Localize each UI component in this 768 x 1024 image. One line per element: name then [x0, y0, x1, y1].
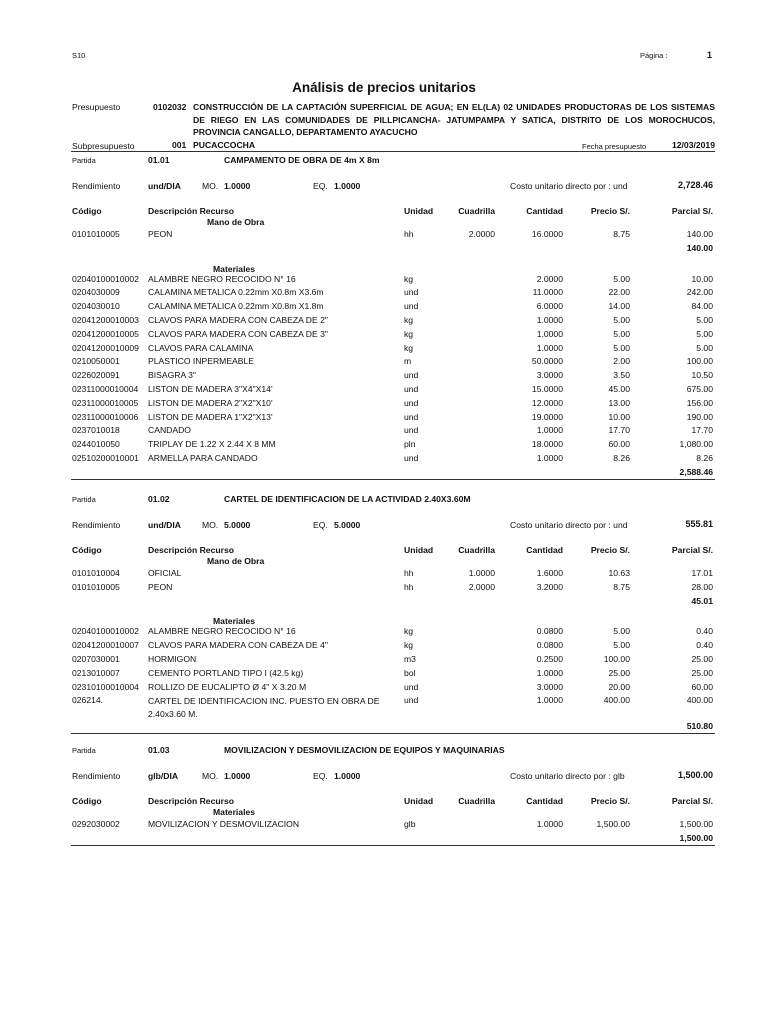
resource-unit: kg	[404, 342, 414, 353]
resource-quantity: 12.0000	[531, 397, 563, 408]
resource-price: 5.00	[613, 315, 630, 325]
resource-code: 0204030009	[72, 287, 120, 298]
column-header-descripcion: Descripción Recurso	[148, 206, 234, 216]
resource-quantity: 19.0000	[531, 411, 563, 422]
resource-unit: und	[404, 425, 419, 436]
resource-quantity: 1.6000	[536, 568, 563, 578]
mo-label: MO.	[202, 181, 219, 191]
resource-description: LISTON DE MADERA 1"X2"X13'	[148, 411, 273, 422]
costo-value: 555.81	[685, 519, 713, 529]
column-header-parcial: Parcial S/.	[671, 796, 713, 806]
resource-price: 8.26	[613, 453, 630, 463]
column-header-unidad: Unidad	[404, 545, 434, 555]
resource-quantity: 1.0000	[536, 453, 563, 463]
resource-description: PLASTICO INPERMEABLE	[148, 356, 255, 367]
column-header-cuadrilla: Cuadrilla	[458, 206, 495, 216]
fecha-label: Fecha presupuesto	[582, 142, 647, 151]
resource-partial: 156.00	[686, 397, 713, 408]
partida-title: CAMPAMENTO DE OBRA DE 4m X 8m	[224, 155, 380, 165]
resource-description: PEON	[148, 229, 173, 239]
resource-unit: und	[404, 453, 419, 463]
partida-title: CARTEL DE IDENTIFICACION DE LA ACTIVIDAD 2.40X3.60M	[224, 494, 471, 504]
resource-code: 0101010005	[72, 229, 120, 239]
resource-code: 0207030001	[72, 654, 120, 664]
mo-label: MO.	[202, 771, 219, 781]
resource-code: 0226020091	[72, 370, 120, 381]
resource-price: 1,500.00	[596, 819, 630, 829]
materiales-subtotal: 2,588.46	[679, 466, 713, 477]
resource-price: 5.00	[613, 640, 630, 651]
section-mano-de-obra: Mano de Obra	[207, 217, 265, 227]
mo-label: MO.	[202, 520, 219, 530]
partida-label: Partida	[72, 156, 96, 165]
resource-price: 2.00	[613, 356, 630, 367]
resource-quantity: 1.0000	[536, 425, 563, 436]
resource-partial: 5.00	[696, 342, 713, 353]
materiales-subtotal: 510.80	[686, 721, 713, 732]
column-header-cantidad: Cantidad	[526, 545, 563, 555]
resource-unit: bol	[404, 667, 416, 678]
resource-code: 0210050001	[72, 356, 120, 367]
resource-quantity: 1.0000	[536, 315, 563, 325]
mo-value: 5.0000	[224, 520, 251, 530]
resource-partial: 8.26	[696, 453, 713, 463]
resource-description: ALAMBRE NEGRO RECOCIDO N° 16	[148, 273, 296, 284]
resource-description: LISTON DE MADERA 2"X2"X10'	[148, 397, 273, 408]
resource-price: 14.00	[608, 301, 630, 312]
rendimiento-unit: und/DIA	[148, 520, 181, 530]
column-header-unidad: Unidad	[404, 796, 434, 806]
resource-code: 02041200010009	[72, 342, 139, 353]
resource-quantity: 1.0000	[536, 328, 563, 339]
resource-partial: 140.00	[686, 229, 713, 239]
fecha-value: 12/03/2019	[671, 140, 715, 150]
resource-unit: und	[404, 384, 419, 394]
resource-partial: 0.40	[696, 626, 713, 637]
column-header-parcial: Parcial S/.	[671, 206, 713, 216]
resource-price: 10.63	[608, 568, 630, 578]
resource-code: 02041200010005	[72, 328, 139, 339]
resource-price: 45.00	[608, 384, 630, 394]
subpresupuesto-name: PUCACCOCHA	[193, 140, 256, 150]
eq-label: EQ.	[313, 520, 328, 530]
resource-description: PEON	[148, 581, 173, 592]
resource-code: 0237010018	[72, 425, 120, 436]
eq-label: EQ.	[313, 771, 328, 781]
resource-unit: und	[404, 695, 419, 706]
resource-quantity: 18.0000	[531, 439, 563, 450]
resource-code: 02311000010005	[72, 397, 139, 408]
resource-description: CLAVOS PARA MADERA CON CABEZA DE 4"	[148, 640, 328, 651]
resource-quantity: 50.0000	[531, 356, 563, 367]
resource-partial: 400.00	[686, 695, 713, 706]
resource-description: ROLLIZO DE EUCALIPTO Ø 4" X 3.20 M	[148, 681, 307, 692]
costo-value: 2,728.46	[677, 180, 713, 190]
eq-label: EQ.	[313, 181, 328, 191]
eq-value: 1.0000	[334, 771, 361, 781]
resource-description: ARMELLA PARA CANDADO	[148, 453, 258, 463]
column-header-unidad: Unidad	[404, 206, 434, 216]
resource-description: HORMIGON	[148, 654, 197, 664]
costo-label: Costo unitario directo por : und	[510, 181, 628, 191]
resource-description: CLAVOS PARA MADERA CON CABEZA DE 3"	[148, 328, 328, 339]
mano-obra-subtotal: 140.00	[686, 242, 713, 253]
partida-title: MOVILIZACION Y DESMOVILIZACION DE EQUIPOS Y MAQUINARIAS	[224, 745, 505, 755]
resource-cuadrilla: 2.0000	[468, 229, 495, 239]
resource-price: 3.50	[613, 370, 630, 381]
resource-unit: kg	[404, 328, 414, 339]
resource-description: LISTON DE MADERA 3"X4"X14'	[148, 384, 273, 394]
resource-quantity: 6.0000	[536, 301, 563, 312]
resource-price: 400.00	[603, 695, 630, 706]
resource-partial: 28.00	[691, 581, 713, 592]
resource-unit: kg	[404, 626, 414, 637]
page-number: 1	[706, 50, 712, 60]
costo-value: 1,500.00	[677, 770, 713, 780]
resource-quantity: 2.0000	[536, 273, 563, 284]
resource-code: 0101010004	[72, 568, 120, 578]
column-header-precio: Precio S/.	[590, 545, 630, 555]
resource-quantity: 1.0000	[536, 342, 563, 353]
resource-partial: 60.00	[691, 681, 713, 692]
resource-description: OFICIAL	[148, 568, 182, 578]
column-header-codigo: Código	[72, 796, 102, 806]
resource-cuadrilla: 2.0000	[468, 581, 495, 592]
resource-description: CLAVOS PARA MADERA CON CABEZA DE 2"	[148, 315, 328, 325]
resource-code: 02041200010003	[72, 315, 139, 325]
resource-quantity: 15.0000	[531, 384, 563, 394]
presupuesto-description: CONSTRUCCIÓN DE LA CAPTACIÓN SUPERFICIAL DE AGUA; EN EL(LA) 02 UNIDADES PRODUCTORAS DE LOS SISTEMAS DE RIEGO EN LAS COMUNIDADES DE PILLPICANCHA- JATUMPAMPA Y SATICA, DISTRITO DE LOS MOROCHUCOS, PROVINCIA CANGALLO, DEPARTAMENTO AYACUCHO	[193, 102, 715, 137]
costo-label: Costo unitario directo por : und	[510, 520, 628, 530]
resource-description: BISAGRA 3"	[148, 370, 196, 381]
section-mano-de-obra: Mano de Obra	[207, 556, 265, 566]
column-header-cantidad: Cantidad	[526, 206, 563, 216]
resource-code: 0101010005	[72, 581, 120, 592]
presupuesto-label: Presupuesto	[72, 102, 121, 112]
column-header-cuadrilla: Cuadrilla	[458, 796, 495, 806]
resource-code: 0292030002	[72, 819, 120, 829]
resource-description: CLAVOS PARA CALAMINA	[148, 342, 254, 353]
resource-price: 100.00	[603, 654, 630, 664]
resource-price: 8.75	[613, 229, 630, 239]
resource-partial: 5.00	[696, 328, 713, 339]
resource-price: 5.00	[613, 328, 630, 339]
column-header-parcial: Parcial S/.	[671, 545, 713, 555]
column-header-codigo: Código	[72, 206, 102, 216]
resource-partial: 100.00	[686, 356, 713, 367]
resource-code: 02310100010004	[72, 681, 139, 692]
resource-description: CANDADO	[148, 425, 191, 436]
resource-description: CARTEL DE IDENTIFICACION INC. PUESTO EN OBRA DE 2.40x3.60 M.	[148, 696, 380, 719]
resource-unit: hh	[404, 229, 414, 239]
resource-partial: 10.00	[691, 273, 713, 284]
resource-unit: pln	[404, 439, 416, 450]
resource-price: 5.00	[613, 626, 630, 637]
resource-quantity: 3.2000	[536, 581, 563, 592]
resource-description: MOVILIZACION Y DESMOVILIZACION	[148, 819, 300, 829]
resource-description: CALAMINA METALICA 0.22mm X0.8m X1.8m	[148, 301, 324, 312]
resource-unit: und	[404, 370, 419, 381]
resource-price: 13.00	[608, 397, 630, 408]
eq-value: 1.0000	[334, 181, 361, 191]
column-header-descripcion: Descripción Recurso	[148, 545, 234, 555]
resource-code: 02311000010006	[72, 411, 139, 422]
resource-price: 25.00	[608, 667, 630, 678]
resource-price: 60.00	[608, 439, 630, 450]
resource-unit: hh	[404, 568, 414, 578]
subpresupuesto-label: Subpresupuesto	[72, 141, 135, 151]
resource-quantity: 0.2500	[536, 654, 563, 664]
resource-code: 02311000010004	[72, 384, 139, 394]
materiales-subtotal: 1,500.00	[679, 832, 713, 843]
partida-divider	[71, 845, 715, 846]
rendimiento-label: Rendimiento	[72, 181, 121, 191]
resource-quantity: 3.0000	[536, 681, 563, 692]
partida-code: 01.03	[148, 745, 170, 755]
mo-value: 1.0000	[224, 771, 251, 781]
resource-code: 0244010050	[72, 439, 120, 450]
section-materiales: Materiales	[213, 807, 256, 817]
partida-label: Partida	[72, 746, 96, 755]
resource-quantity: 0.0800	[536, 626, 563, 637]
resource-code: 02040100010002	[72, 273, 139, 284]
partida-divider	[71, 733, 715, 734]
rendimiento-unit: glb/DIA	[148, 771, 179, 781]
report-code: S10	[72, 51, 86, 60]
resource-partial: 17.01	[691, 568, 713, 578]
partida-label: Partida	[72, 495, 96, 504]
resource-quantity: 1.0000	[536, 695, 563, 706]
column-header-precio: Precio S/.	[590, 206, 630, 216]
column-header-precio: Precio S/.	[590, 796, 630, 806]
resource-unit: und	[404, 397, 419, 408]
resource-quantity: 1.0000	[536, 667, 563, 678]
resource-code: 02041200010007	[72, 640, 139, 651]
resource-unit: und	[404, 301, 419, 312]
resource-unit: und	[404, 411, 419, 422]
resource-unit: und	[404, 681, 419, 692]
resource-code: 0213010007	[72, 667, 120, 678]
resource-partial: 1,500.00	[679, 819, 713, 829]
header-divider	[71, 151, 715, 152]
page-label: Página :	[640, 51, 668, 60]
resource-unit: kg	[404, 273, 414, 284]
resource-price: 22.00	[608, 287, 630, 298]
resource-code: 02040100010002	[72, 626, 139, 637]
rendimiento-label: Rendimiento	[72, 771, 121, 781]
rendimiento-label: Rendimiento	[72, 520, 121, 530]
resource-description: ALAMBRE NEGRO RECOCIDO N° 16	[148, 626, 296, 637]
mo-value: 1.0000	[224, 181, 251, 191]
eq-value: 5.0000	[334, 520, 361, 530]
resource-code: 0204030010	[72, 301, 120, 312]
resource-partial: 1,080.00	[679, 439, 713, 450]
resource-unit: glb	[404, 819, 416, 829]
resource-partial: 17.70	[691, 425, 713, 436]
resource-quantity: 1.0000	[536, 819, 563, 829]
section-materiales: Materiales	[213, 616, 256, 627]
resource-quantity: 3.0000	[536, 370, 563, 381]
resource-price: 10.00	[608, 411, 630, 422]
resource-partial: 242.00	[686, 287, 713, 298]
resource-price: 20.00	[608, 681, 630, 692]
resource-description: CALAMINA METALICA 0.22mm X0.8m X3.6m	[148, 287, 324, 298]
partida-code: 01.01	[148, 155, 170, 165]
resource-unit: m	[404, 356, 412, 367]
resource-price: 5.00	[613, 342, 630, 353]
partida-divider	[71, 479, 715, 480]
column-header-descripcion: Descripción Recurso	[148, 796, 234, 806]
resource-partial: 25.00	[691, 654, 713, 664]
resource-cuadrilla: 1.0000	[468, 568, 495, 578]
resource-description: CEMENTO PORTLAND TIPO I (42.5 kg)	[148, 667, 304, 678]
resource-unit: m3	[404, 654, 416, 664]
presupuesto-code: 0102032	[153, 102, 187, 112]
resource-price: 5.00	[613, 273, 630, 284]
rendimiento-unit: und/DIA	[148, 181, 181, 191]
resource-partial: 25.00	[691, 667, 713, 678]
costo-label: Costo unitario directo por : glb	[510, 771, 625, 781]
resource-unit: hh	[404, 581, 414, 592]
column-header-codigo: Código	[72, 545, 102, 555]
resource-quantity: 0.0800	[536, 640, 563, 651]
resource-partial: 5.00	[696, 315, 713, 325]
resource-description: TRIPLAY DE 1.22 X 2.44 X 8 MM	[148, 439, 276, 450]
column-header-cantidad: Cantidad	[526, 796, 563, 806]
section-materiales: Materiales	[213, 263, 256, 274]
resource-partial: 0.40	[696, 640, 713, 651]
resource-partial: 84.00	[691, 301, 713, 312]
resource-partial: 10.50	[691, 370, 713, 381]
resource-price: 17.70	[608, 425, 630, 436]
resource-unit: und	[404, 287, 419, 298]
resource-code: 026214.	[72, 695, 104, 706]
resource-price: 8.75	[613, 581, 630, 592]
resource-partial: 190.00	[686, 411, 713, 422]
resource-unit: kg	[404, 640, 414, 651]
column-header-cuadrilla: Cuadrilla	[458, 545, 495, 555]
resource-quantity: 11.0000	[532, 287, 563, 298]
partida-code: 01.02	[148, 494, 170, 504]
resource-partial: 675.00	[686, 384, 713, 394]
resource-code: 02510200010001	[72, 453, 139, 463]
resource-quantity: 16.0000	[531, 229, 563, 239]
resource-unit: kg	[404, 315, 414, 325]
mano-obra-subtotal: 45.01	[691, 595, 713, 606]
subpresupuesto-code: 001	[172, 140, 187, 150]
page-title: Análisis de precios unitarios	[292, 80, 476, 95]
